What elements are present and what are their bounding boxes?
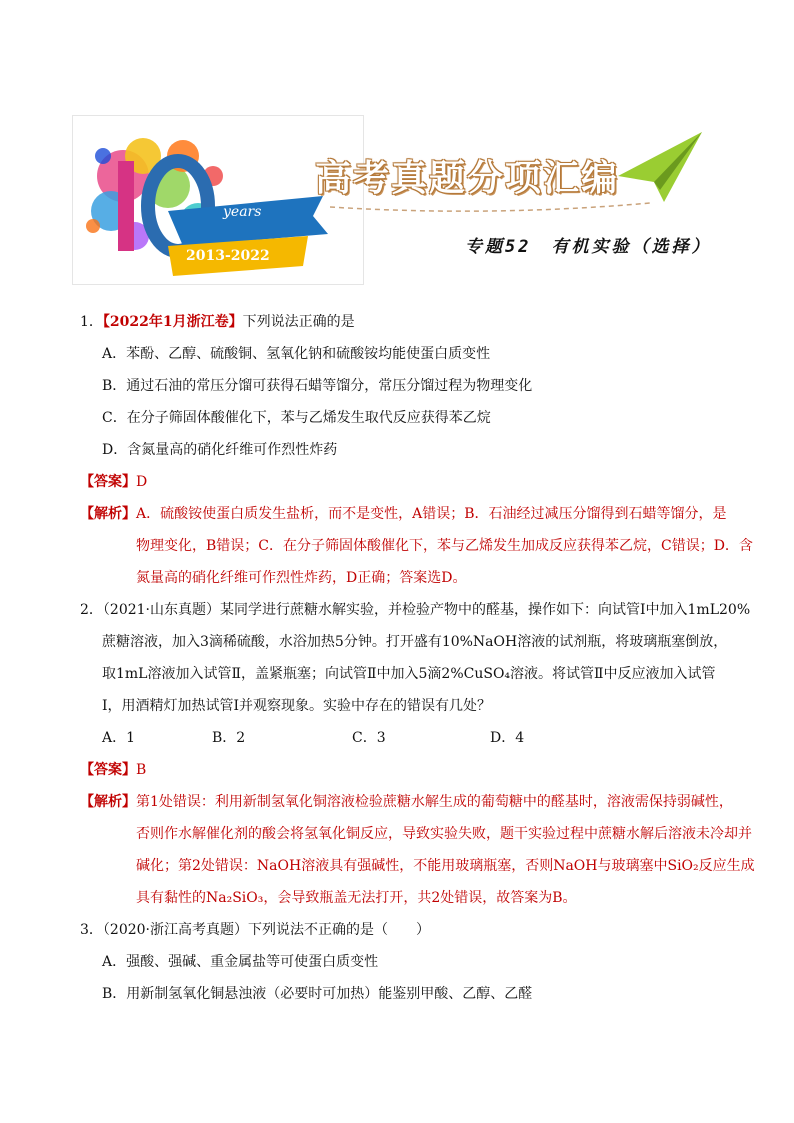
paper-plane-icon <box>618 132 702 202</box>
question-2-stem-line: 取1mL溶液加入试管Ⅱ，盖紧瓶塞；向试管Ⅱ中加入5滴2%CuSO₄溶液。将试管Ⅱ中反应液加入试管 <box>102 666 716 682</box>
q1-option-c: C．在分子筛固体酸催化下，苯与乙烯发生取代反应获得苯乙烷 <box>102 410 491 426</box>
question-2-stem-line: 蔗糖溶液，加入3滴稀硫酸，水浴加热5分钟。打开盛有10%NaOH溶液的试剂瓶，将玻璃瓶塞倒放， <box>102 634 728 650</box>
dashed-trail-icon <box>330 197 660 217</box>
question-number: 1． <box>80 314 103 330</box>
q2-analysis-line <box>80 786 733 818</box>
q3-option-b: B．用新制氢氧化铜悬浊液（必要时可加热）能鉴别甲酸、乙醇、乙醛 <box>102 986 533 1002</box>
q1-analysis-line: 氮量高的硝化纤维可作烈性炸药，D正确；答案选D。 <box>136 570 467 586</box>
analysis-tag: 【解析】 <box>80 794 136 810</box>
page-title: 高考真题分项汇编 <box>315 157 620 199</box>
q2-option-d: D．4 <box>490 730 525 746</box>
q2-options <box>80 722 730 754</box>
analysis-text: 第1处错误：利用新制氢氧化铜溶液检验蔗糖水解生成的葡萄糖中的醛基时，溶液需保持弱碱性， <box>136 794 733 810</box>
question-text: （2020·浙江高考真题）下列说法不正确的是（ ） <box>102 922 430 938</box>
q2-option-b: B．2 <box>212 730 246 746</box>
question-3-stem <box>80 914 730 946</box>
q1-analysis-line <box>80 498 730 530</box>
q2-analysis-line: 否则作水解催化剂的酸会将氢氧化铜反应，导致实验失败，题干实验过程中蔗糖水解后溶液未冷却并 <box>136 826 752 842</box>
badge-range-text: 2013-2022 <box>186 248 270 264</box>
q2-answer <box>80 754 730 786</box>
badge-years-text: years <box>223 204 262 220</box>
answer-tag: 【答案】 <box>80 474 136 490</box>
question-2-stem <box>80 594 751 626</box>
subject-title: 专题52 有机实验（选择） <box>465 237 712 257</box>
analysis-text: A．硫酸铵使蛋白质发生盐析，而不是变性，A错误；B．石油经过减压分馏得到石蜡等馏分，是 <box>136 506 727 522</box>
question-text: 下列说法正确的是 <box>242 314 355 330</box>
q1-option-d: D．含氮量高的硝化纤维可作烈性炸药 <box>102 442 338 458</box>
q1-option-a: A．苯酚、乙醇、硫酸铜、氢氧化钠和硫酸铵均能使蛋白质变性 <box>102 346 491 362</box>
answer-value: D <box>136 474 148 490</box>
question-source: 【2022年1月浙江卷】 <box>102 314 243 330</box>
q1-answer <box>80 466 730 498</box>
q1-option-b: B．通过石油的常压分馏可获得石蜡等馏分，常压分馏过程为物理变化 <box>102 378 533 394</box>
question-content <box>80 306 755 1010</box>
q2-analysis-line: 碱化；第2处错误：NaOH溶液具有强碱性，不能用玻璃瓶塞，否则NaOH与玻璃塞中SiO₂反应生成 <box>136 858 755 874</box>
q1-analysis-line: 物理变化，B错误；C．在分子筛固体酸催化下，苯与乙烯发生加成反应获得苯乙烷，C错误；D．含 <box>136 538 753 554</box>
q2-option-c: C．3 <box>352 730 386 746</box>
q2-analysis-line: 具有黏性的Na₂SiO₃，会导致瓶盖无法打开，共2处错误，故答案为B。 <box>136 890 577 906</box>
answer-tag: 【答案】 <box>80 762 136 778</box>
q2-option-a: A．1 <box>102 730 136 746</box>
q3-option-a: A．强酸、强碱、重金属盐等可使蛋白质变性 <box>102 954 379 970</box>
question-1-stem <box>80 306 730 338</box>
question-text: （2021·山东真题）某同学进行蔗糖水解实验，并检验产物中的醛基，操作如下：向试管Ⅰ中加入1mL20% <box>102 602 751 618</box>
question-number: 3． <box>80 922 103 938</box>
answer-value: B <box>136 762 147 778</box>
analysis-tag: 【解析】 <box>80 506 136 522</box>
question-2-stem-line: Ⅰ，用酒精灯加热试管Ⅰ并观察现象。实验中存在的错误有几处？ <box>102 698 492 714</box>
question-number: 2． <box>80 602 103 618</box>
